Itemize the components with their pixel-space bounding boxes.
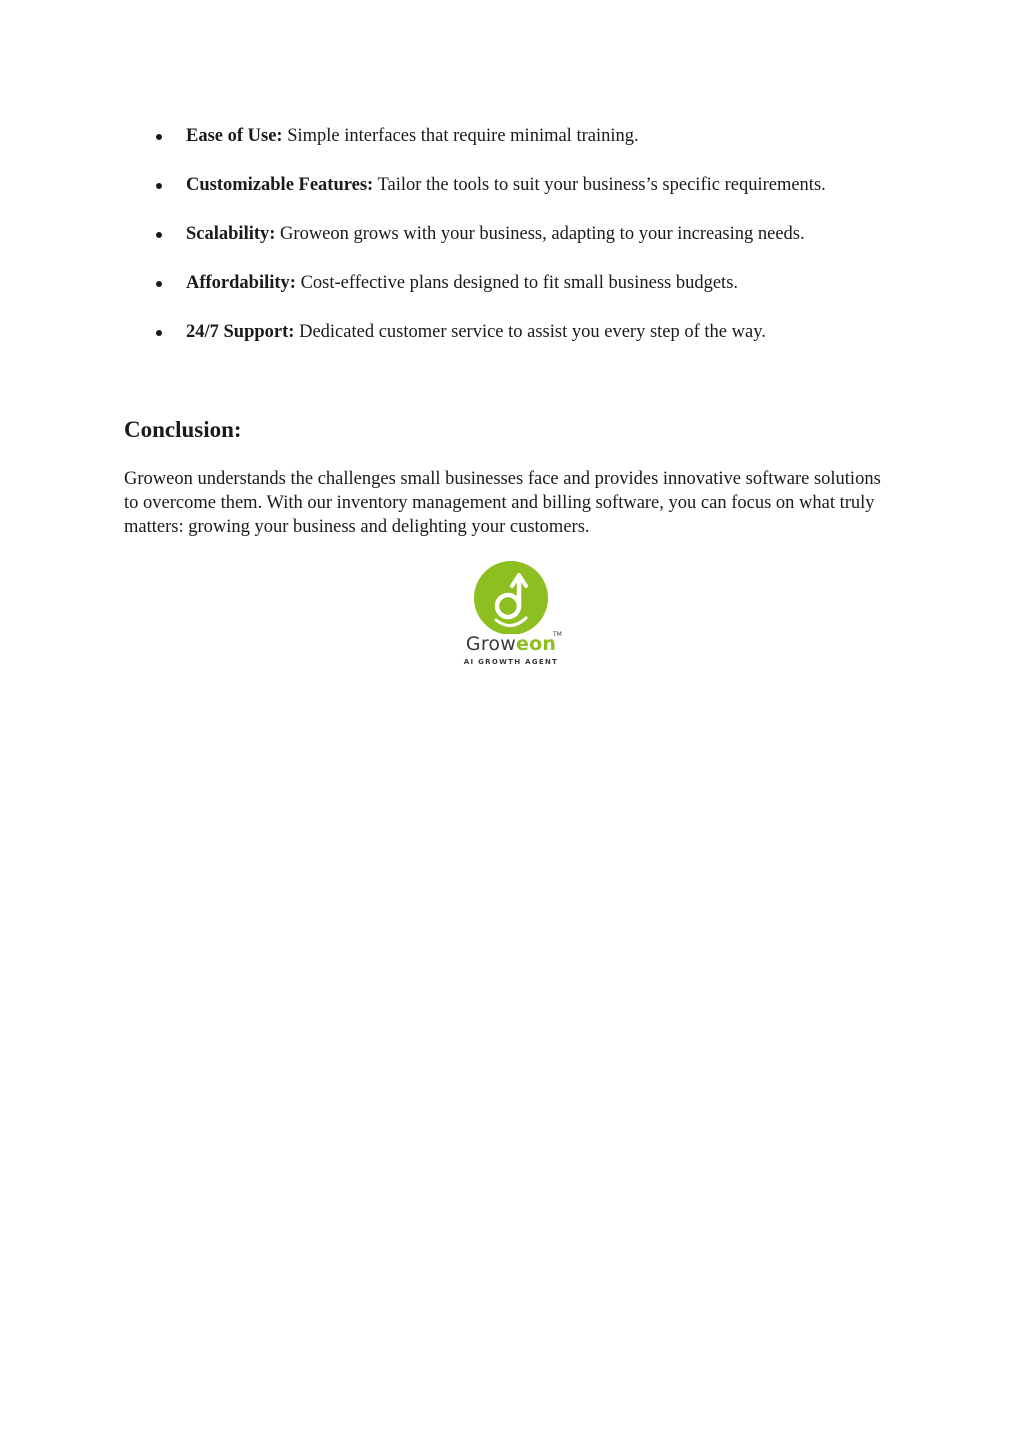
- bullet-icon: [156, 183, 162, 189]
- feature-term: Affordability:: [186, 273, 296, 293]
- growth-arrow-icon: [446, 560, 576, 634]
- groweon-logo: [446, 560, 576, 672]
- feature-term: Ease of Use:: [186, 126, 283, 146]
- bullet-icon: [156, 232, 162, 238]
- bullet-icon: [156, 330, 162, 336]
- feature-text: Cost-effective plans designed to fit small business budgets.: [295, 273, 739, 293]
- feature-list: [0, 124, 1023, 369]
- logo-wordmark-part1: Grow: [465, 633, 516, 655]
- feature-text: Simple interfaces that require minimal training.: [282, 126, 639, 146]
- feature-text: Groweon grows with your business, adapting to your increasing needs.: [275, 224, 805, 244]
- bullet-icon: [156, 134, 162, 140]
- feature-text: Tailor the tools to suit your business’s specific requirements.: [373, 175, 826, 195]
- trademark-mark: TM: [553, 631, 562, 638]
- list-item: [0, 271, 1023, 295]
- logo-tagline: AI GROWTH AGENT: [463, 658, 559, 666]
- logo-wordmark-part2: eon: [516, 633, 557, 655]
- list-item: [0, 222, 1023, 246]
- list-item: [0, 173, 1023, 197]
- feature-term: Scalability:: [186, 224, 276, 244]
- list-item: [0, 320, 1023, 344]
- feature-term: 24/7 Support:: [186, 322, 295, 342]
- feature-term: Customizable Features:: [186, 175, 374, 195]
- bullet-icon: [156, 281, 162, 287]
- conclusion-paragraph: Groweon understands the challenges small businesses face and provides innovative software solutions to overcome them. With our inventory management and billing software, you can focus on what truly matters: growing your business and delighting your customers.: [124, 469, 881, 537]
- conclusion-heading: Conclusion:: [124, 417, 242, 442]
- list-item: [0, 124, 1023, 148]
- feature-text: Dedicated customer service to assist you every step of the way.: [294, 322, 766, 342]
